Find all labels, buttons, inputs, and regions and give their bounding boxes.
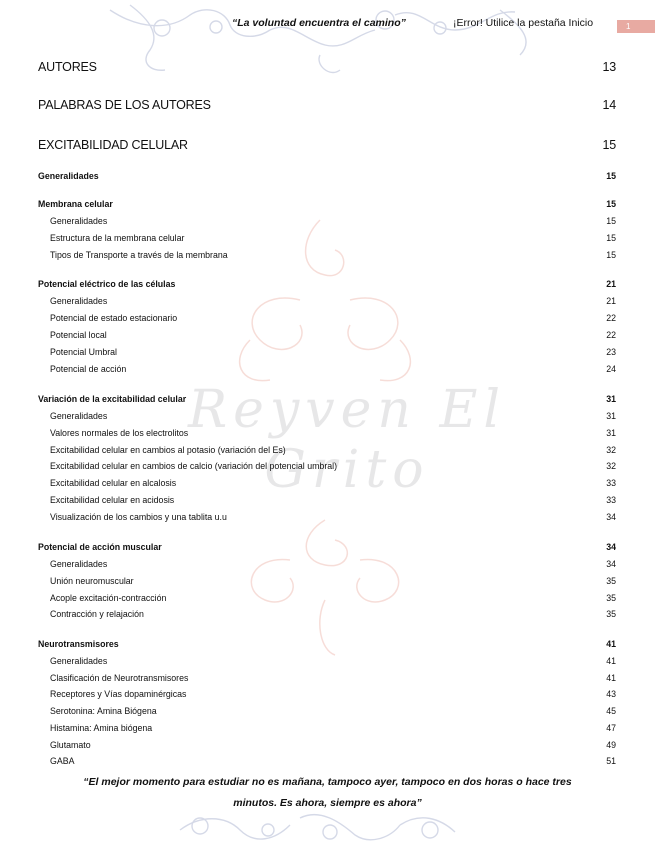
toc-entry-page: 15 [602, 138, 616, 152]
toc-entry[interactable] [38, 279, 616, 289]
toc-entry-title: Visualización de los cambios y una tablita u.u [50, 512, 227, 522]
toc-entry-page: 31 [606, 411, 616, 421]
toc-entry[interactable] [38, 199, 616, 209]
toc-entry[interactable] [38, 593, 616, 603]
toc-entry-title: Clasificación de Neurotransmisores [50, 673, 189, 683]
toc-entry-title: Tipos de Transporte a través de la membrana [50, 250, 228, 260]
toc-entry-page: 21 [606, 296, 616, 306]
toc-entry-title: Acople excitación-contracción [50, 593, 167, 603]
toc-entry[interactable] [38, 98, 616, 112]
toc-entry-title: Generalidades [50, 296, 108, 306]
toc-entry-title: Generalidades [50, 559, 108, 569]
toc-entry-page: 32 [606, 445, 616, 455]
toc-entry-page: 34 [606, 512, 616, 522]
toc-entry-page: 15 [606, 199, 616, 209]
toc-entry[interactable] [38, 656, 616, 666]
toc-entry-page: 31 [606, 394, 616, 404]
toc-entry[interactable] [38, 723, 616, 733]
toc-entry-title: Neurotransmisores [38, 639, 119, 649]
toc-entry-title: Receptores y Vías dopaminérgicas [50, 689, 187, 699]
toc-entry-page: 41 [606, 639, 616, 649]
toc-entry[interactable] [38, 673, 616, 683]
toc-entry-title: Serotonina: Amina Biógena [50, 706, 157, 716]
toc-entry[interactable] [38, 495, 616, 505]
toc-entry-title: Potencial local [50, 330, 107, 340]
toc-entry-title: Unión neuromuscular [50, 576, 134, 586]
toc-entry[interactable] [38, 394, 616, 404]
toc-entry-title: Excitabilidad celular en alcalosis [50, 478, 177, 488]
toc-entry[interactable] [38, 250, 616, 260]
toc-entry-page: 41 [606, 673, 616, 683]
toc-entry-title: GABA [50, 756, 75, 766]
toc-entry-page: 32 [606, 461, 616, 471]
toc-entry-title: Contracción y relajación [50, 609, 144, 619]
toc-entry-title: Generalidades [38, 171, 99, 181]
toc-entry-page: 21 [606, 279, 616, 289]
toc-entry-page: 35 [606, 593, 616, 603]
toc-entry-page: 31 [606, 428, 616, 438]
toc-entry[interactable] [38, 347, 616, 357]
toc-entry-page: 34 [606, 559, 616, 569]
toc-entry[interactable] [38, 639, 616, 649]
footer-quote-line-1: “El mejor momento para estudiar no es mañana, tampoco ayer, tampoco en dos horas o hace tres [83, 776, 572, 788]
toc-entry-title: PALABRAS DE LOS AUTORES [38, 98, 211, 112]
toc-entry[interactable] [38, 461, 616, 471]
toc-entry-title: Generalidades [50, 656, 108, 666]
toc-entry-title: AUTORES [38, 60, 97, 74]
toc-entry[interactable] [38, 478, 616, 488]
toc-entry-page: 41 [606, 656, 616, 666]
toc-entry-title: Excitabilidad celular en acidosis [50, 495, 175, 505]
toc-entry[interactable] [38, 364, 616, 374]
toc-entry[interactable] [38, 60, 616, 74]
toc-entry[interactable] [38, 330, 616, 340]
toc-entry-title: Potencial eléctrico de las células [38, 279, 176, 289]
header-motto: “La voluntad encuentra el camino” [232, 17, 406, 29]
toc-entry-page: 15 [606, 233, 616, 243]
page-number-badge: 1 [617, 20, 655, 33]
toc-entry-title: Generalidades [50, 216, 108, 226]
toc-entry[interactable] [38, 756, 616, 766]
toc-entry[interactable] [38, 138, 616, 152]
toc-entry[interactable] [38, 512, 616, 522]
toc-entry[interactable] [38, 216, 616, 226]
footer-quote-line-2: minutos. Es ahora, siempre es ahora” [233, 797, 422, 809]
toc-entry-title: Glutamato [50, 740, 91, 750]
watermark-text: Reyven El Grito [187, 380, 507, 500]
toc-entry-title: Generalidades [50, 411, 108, 421]
toc-entry-page: 33 [606, 495, 616, 505]
toc-entry-page: 45 [606, 706, 616, 716]
toc-entry-title: Excitabilidad celular en cambios de calcio (variación del potencial umbral) [50, 461, 338, 471]
toc-entry-title: Membrana celular [38, 199, 113, 209]
toc-entry-page: 34 [606, 542, 616, 552]
page-header [0, 17, 655, 35]
toc-entry-page: 14 [602, 98, 616, 112]
toc-entry-page: 13 [602, 60, 616, 74]
toc-entry-title: Potencial Umbral [50, 347, 117, 357]
toc-entry-title: Estructura de la membrana celular [50, 233, 185, 243]
toc-entry-page: 49 [606, 740, 616, 750]
toc-entry[interactable] [38, 609, 616, 619]
toc-entry-title: Potencial de acción muscular [38, 542, 162, 552]
toc-entry[interactable] [38, 428, 616, 438]
toc-entry-page: 35 [606, 609, 616, 619]
toc-entry-title: Potencial de acción [50, 364, 127, 374]
toc-entry-page: 22 [606, 330, 616, 340]
toc-entry-title: Variación de la excitabilidad celular [38, 394, 187, 404]
toc-entry-title: Excitabilidad celular en cambios al potasio (variación del Es) [50, 445, 286, 455]
toc-entry[interactable] [38, 559, 616, 569]
toc-entry[interactable] [38, 233, 616, 243]
header-error-text: ¡Error! Utilice la pestaña Inicio [453, 17, 594, 29]
toc-entry[interactable] [38, 296, 616, 306]
toc-entry[interactable] [38, 576, 616, 586]
toc-entry[interactable] [38, 740, 616, 750]
toc-entry-page: 22 [606, 313, 616, 323]
toc-entry-page: 51 [606, 756, 616, 766]
toc-entry[interactable] [38, 706, 616, 716]
toc-entry-page: 43 [606, 689, 616, 699]
toc-entry-page: 47 [606, 723, 616, 733]
toc-entry-page: 15 [606, 216, 616, 226]
toc-entry-title: Potencial de estado estacionario [50, 313, 178, 323]
toc-entry-title: Histamina: Amina biógena [50, 723, 153, 733]
toc-entry-title: EXCITABILIDAD CELULAR [38, 138, 188, 152]
toc-entry-title: Valores normales de los electrolitos [50, 428, 189, 438]
toc-entry-page: 33 [606, 478, 616, 488]
toc-entry[interactable] [38, 313, 616, 323]
toc-entry-page: 15 [606, 171, 616, 181]
toc-entry[interactable] [38, 411, 616, 421]
toc-entry-page: 23 [606, 347, 616, 357]
toc-entry[interactable] [38, 542, 616, 552]
footer-quote [40, 772, 615, 814]
toc-entry-page: 35 [606, 576, 616, 586]
toc-entry-page: 24 [606, 364, 616, 374]
toc-entry[interactable] [38, 445, 616, 455]
toc-entry[interactable] [38, 689, 616, 699]
toc-entry[interactable] [38, 171, 616, 181]
toc-entry-page: 15 [606, 250, 616, 260]
